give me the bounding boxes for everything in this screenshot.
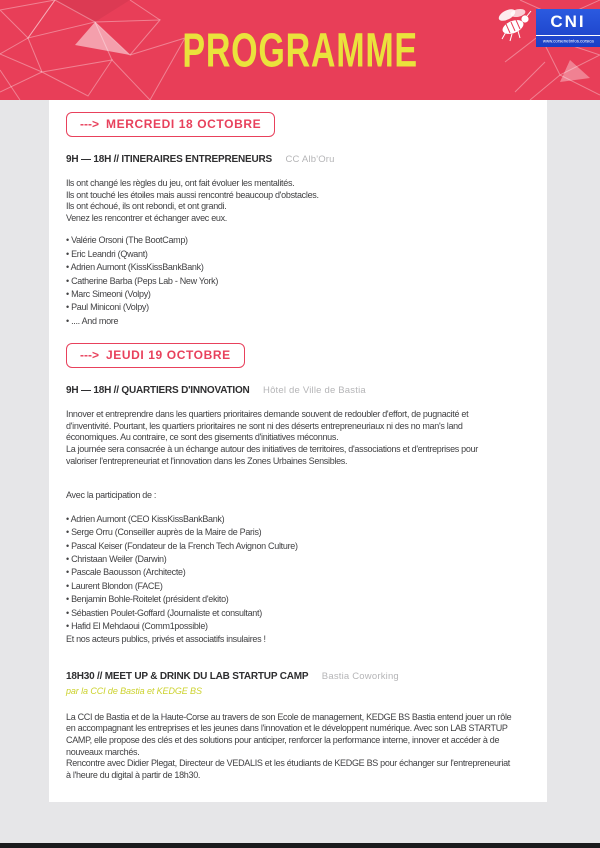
event-description [66,178,530,224]
cni-logo-url-text: www.corsenetinfos.corsica [542,39,594,44]
list-item: • Paul Miniconi (Volpy) [66,301,530,314]
list-item: • Christaan Weiler (Darwin) [66,553,530,566]
text-line: La journée sera consacrée à un échange autour des initiatives de territoires, d'associations et d'entreprises pour [66,444,479,454]
program-page [49,100,547,802]
list-item: • .... And more [66,315,530,328]
cni-logo-box [536,9,600,47]
list-item: • Adrien Aumont (CEO KissKissBankBank) [66,513,530,526]
page-title: PROGRAMME [182,22,418,78]
cni-logo [490,0,600,50]
text-line: en accompagnant les entreprises et les jeunes dans l'innovation et le développent numérique. Avec son LAB STARTUP [66,723,508,734]
participation-label [66,490,530,502]
list-item: • Serge Orru (Conseiller auprès de la Maire de Paris) [66,526,530,539]
text-line: La CCI de Bastia et de la Haute-Corse au travers de son Ecole de management, KEDGE BS Bastia entend jouer un rôle [66,711,512,722]
list-item: • Pascal Keiser (Fondateur de la French Tech Avignon Culture) [66,540,530,553]
event-venue: CC Alb'Oru [285,154,335,165]
text-line: valoriser l'entrepreneuriat et l'innovation dans les Zones Urbaines Sensibles. [66,455,348,466]
arrow-icon: ---> [80,117,99,131]
event-title: 9H — 18H // ITINERAIRES ENTREPRENEURS [66,154,272,165]
event-venue: Hôtel de Ville de Bastia [263,385,366,397]
text-line: Innover et entreprendre dans les quartiers prioritaires demande souvent de redoubler d'effort, de pugnacité et [66,409,469,420]
event-title-line [66,149,530,167]
list-item: • Benjamin Bohle-Roitelet (président d'ekito) [66,593,530,606]
list-item: • Marc Simeoni (Volpy) [66,288,530,301]
list-item: • Catherine Barba (Peps Lab - New York) [66,275,530,288]
event-title: 18H30 // MEET UP & DRINK DU LAB STARTUP CAMP [66,670,309,682]
text-line: Ils ont échoué, ils ont rebondi, et ont grandi. [66,201,227,212]
day-label: MERCREDI 18 OCTOBRE [106,117,262,131]
bottom-bar [0,843,600,848]
list-item: • Laurent Blondon (FACE) [66,580,530,593]
closing-line: Et nos acteurs publics, privés et associatifs insulaires ! [66,634,266,645]
event-description [66,409,530,467]
arrow-icon: ---> [80,348,99,363]
text-line: à l'heure du digital à partir de 18h30. [66,769,201,780]
cni-logo-text: CNI [550,12,586,31]
event-title-line [66,666,530,684]
list-item: • Pascale Baousson (Architecte) [66,566,530,579]
text-line: Avec la participation de : [66,490,157,501]
speaker-list [66,234,530,328]
event-organizer: par la CCI de Bastia et KEDGE BS [66,685,202,696]
speaker-list [66,513,530,647]
text-line: d'inventivité. Pourtant, les quartiers prioritaires ne sont ni des déserts entrepreneuriaux ni des no man's land [66,420,463,431]
fly-icon [494,4,536,44]
cni-logo-url [536,35,600,47]
text-line: Ils ont changé les règles du jeu, ont fait évoluer les mentalités. [66,178,295,188]
text-line: Ils ont touché les étoiles mais aussi rencontré beaucoup d'obstacles. [66,189,319,200]
day-header-mercredi [66,112,275,137]
list-item: • Eric Leandri (Qwant) [66,248,530,261]
list-item: • Sébastien Poulet-Goffard (Journaliste et consultant) [66,607,530,620]
event-title-line [66,380,530,398]
event-description [66,712,530,782]
text-line: Rencontre avec Didier Plegat, Directeur de VEDALIS et les étudiants de KEDGE BS pour échanger sur l'entrepreneuriat [66,758,510,769]
event-title: 9H — 18H // QUARTIERS D'INNOVATION [66,385,250,397]
text-line: CAMP, elle propose des clés et des solutions pour anticiper, renforcer la performance interne, innover et accéder à de [66,735,500,746]
list-item: • Adrien Aumont (KissKissBankBank) [66,261,530,274]
text-line: nouveaux marchés. [66,746,140,757]
text-line: Venez les rencontrer et échanger avec eux. [66,212,228,223]
banner [0,0,600,100]
event-venue: Bastia Coworking [321,670,399,682]
list-item: • Hafid El Mehdaoui (Comm1possible) [66,620,530,633]
day-label: JEUDI 19 OCTOBRE [106,348,231,363]
day-header-jeudi [66,343,245,368]
text-line: économiques. Au contraire, ce sont des gisements d'initiatives méconnus. [66,432,339,443]
list-item: • Valérie Orsoni (The BootCamp) [66,234,530,247]
